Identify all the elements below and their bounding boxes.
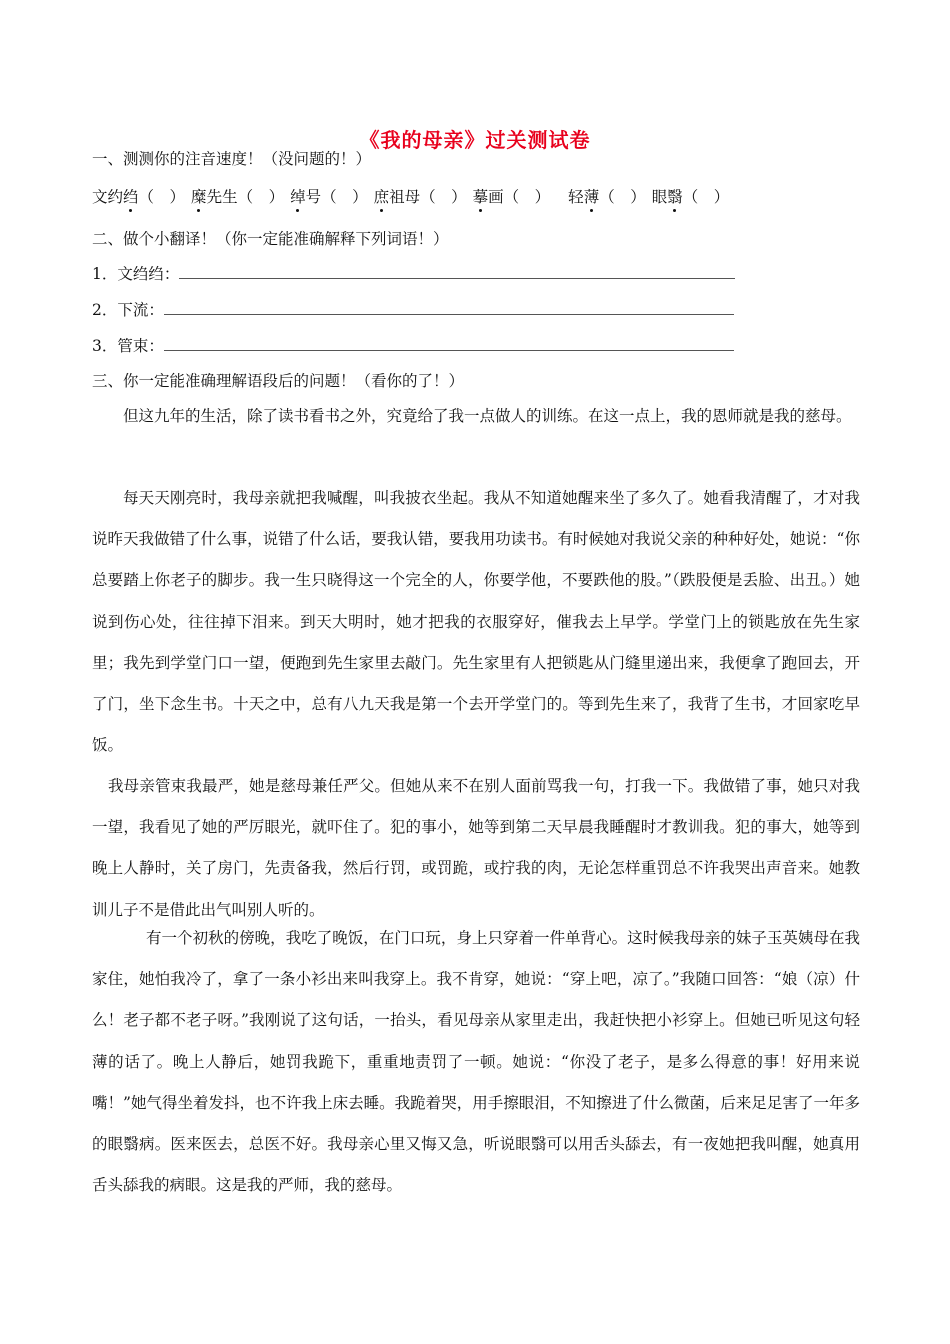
document-title: 《我的母亲》过关测试卷 [359, 128, 591, 152]
reading-paragraph: 有一个初秋的傍晚，我吃了晚饭，在门口玩，身上只穿着一件单背心。这时候我母亲的妹子玉英姨母在我家住，她怕我冷了，拿了一条小衫出来叫我穿上。我不肯穿，她说：“穿上吧，凉了。”我随口回答：“娘（凉）什么！老子都不老子呀。”我刚说了这句话，一抬头，看见母亲从家里走出，我赶快把小衫穿上。但她已听见这句轻薄的话了。晚上人静后，她罚我跪下，重重地责罚了一顿。她说：“你没了老子，是多么得意的事！好用来说嘴！”她气得坐着发抖，也不许我上床去睡。我跪着哭，用手擦眼泪，不知擦进了什么微菌，后来足足害了一年多的眼翳病。医来医去，总医不好。我母亲心里又悔又急，听说眼翳可以用舌头舔去，有一夜她把我叫醒，她真用舌头舔我的病眼。这是我的严师，我的慈母。 [92, 929, 860, 1195]
pinyin-item-pre: 文约 [92, 188, 124, 206]
pinyin-item-post: 祖母（ ） [389, 188, 467, 206]
pinyin-item-post: 号（ ） [305, 188, 368, 206]
pinyin-item-post: （ ） [599, 188, 646, 206]
pinyin-item-post: （ ） [138, 188, 186, 206]
pinyin-item [191, 185, 284, 207]
translation-item [92, 298, 734, 320]
pinyin-item [473, 185, 551, 207]
pinyin-item [290, 185, 368, 207]
reading-paragraph: 但这九年的生活，除了读书看书之外，究竟给了我一点做人的训练。在这一点上，我的恩师就是我的慈母。 [123, 407, 852, 425]
section-2-heading: 二、做个小翻译！（你一定能准确解释下列词语！） [92, 230, 449, 248]
answer-blank-line[interactable] [164, 313, 734, 315]
reading-paragraph: 我母亲管束我最严，她是慈母兼任严父。但她从来不在别人面前骂我一句，打我一下。我做错了事，她只对我一望，我看见了她的严厉眼光，就吓住了。犯的事小，她等到第二天早晨我睡醒时才教训我。犯的事大，她等到晚上人静时，关了房门，先责备我，然后行罚，或罚跪，或拧我的肉，无论怎样重罚总不许我哭出声音来。她教训儿子不是借此出气叫别人听的。 [92, 777, 860, 919]
dotted-char: 薄 [584, 185, 600, 207]
dotted-char: 摹 [473, 185, 489, 207]
pinyin-question-row [92, 185, 735, 207]
section-1-heading: 一、测测你的注音速度！（没问题的！） [92, 150, 372, 168]
dotted-char: 绉 [123, 185, 139, 207]
dotted-char: 翳 [667, 185, 683, 207]
pinyin-item-post: （ ） [682, 188, 730, 206]
pinyin-item [374, 185, 467, 207]
translation-label: 1．文绉绉： [92, 265, 180, 283]
translation-label: 3．管束： [92, 337, 164, 355]
pinyin-item [92, 185, 185, 207]
pinyin-item-post: 画（ ） [488, 188, 551, 206]
section-3-heading: 三、你一定能准确理解语段后的问题！（看你的了！） [92, 372, 465, 390]
pinyin-item-post: 先生（ ） [206, 188, 285, 206]
answer-blank-line[interactable] [164, 349, 734, 351]
reading-paragraph: 每天天刚亮时，我母亲就把我喊醒，叫我披衣坐起。我从不知道她醒来坐了多久了。她看我清醒了，才对我说昨天我做错了什么事，说错了什么话，要我认错，要我用功读书。有时候她对我说父亲的种种好处，她说：“你总要踏上你老子的脚步。我一生只晓得这一个完全的人，你要学他，不要跌他的股。”（跌股便是丢脸、出丑。）她说到伤心处，往往掉下泪来。到天大明时，她才把我的衣服穿好，催我去上早学。学堂门上的锁匙放在先生家里；我先到学堂门口一望，便跑到先生家里去敲门。先生家里有人把锁匙从门缝里递出来，我便拿了跑回去，开了门，坐下念生书。十天之中，总有八九天我是第一个去开学堂门的。等到先生来了，我背了生书，才回家吃早饭。 [92, 489, 860, 755]
translation-label: 2．下流： [92, 301, 164, 319]
dotted-char: 糜 [191, 185, 207, 207]
pinyin-item [652, 185, 730, 207]
dotted-char: 庶 [374, 185, 390, 207]
translation-item [92, 334, 734, 356]
dotted-char: 绰 [290, 185, 306, 207]
pinyin-item-pre: 眼 [651, 188, 668, 206]
pinyin-item-pre: 轻 [568, 188, 584, 206]
translation-item [92, 262, 735, 284]
pinyin-item [568, 185, 646, 207]
answer-blank-line[interactable] [179, 277, 735, 279]
